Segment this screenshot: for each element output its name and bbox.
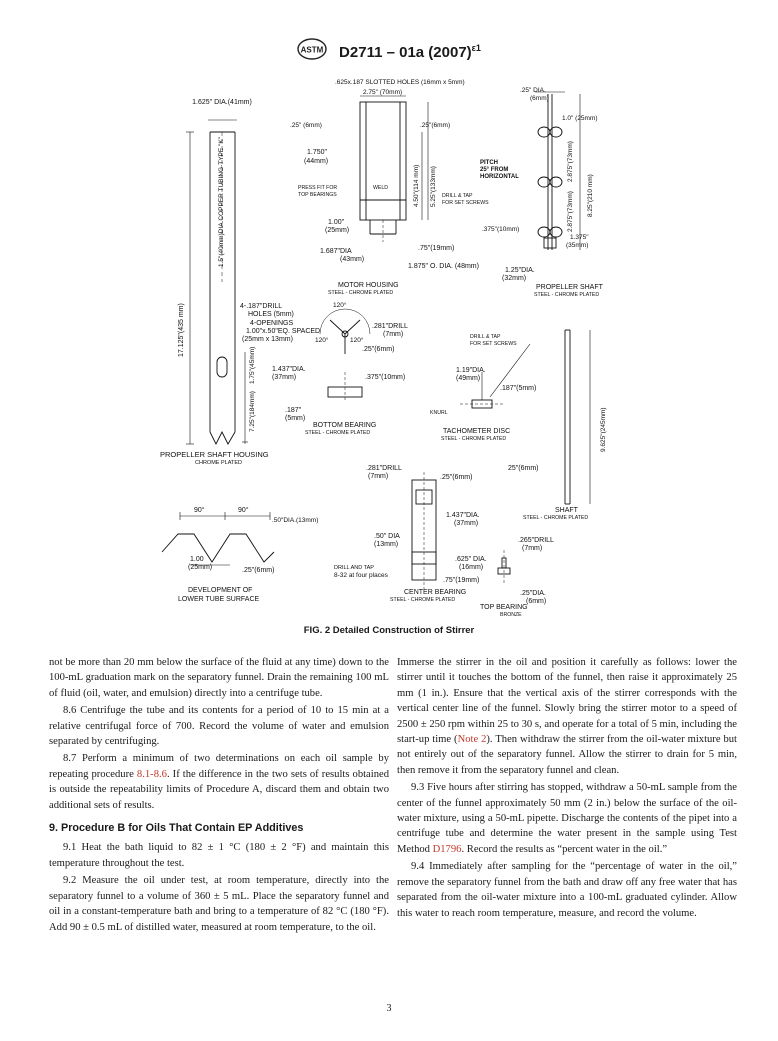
label-bb-25: .25"(6mm) bbox=[362, 346, 395, 353]
paragraph-9-1: 9.1 Heat the bath liquid to 82 ± 1 °C (180 ± 2 °F) and maintain this temperature throughout the test. bbox=[49, 842, 389, 869]
subtitle-bottom-bearing: STEEL - CHROME PLATED bbox=[305, 430, 371, 436]
paragraph: not be more than 20 mm below the surface of the fluid at any time) down to the 100-mL graduation mark on the separatory funnel. Drain the remaining 100 mL of fluid (oil, water, and emulsion) directly into a centrifuge tube. bbox=[49, 657, 389, 699]
right-column bbox=[397, 655, 737, 923]
label-bb-187: .187" bbox=[285, 407, 302, 414]
label-cb-50-mm: (13mm) bbox=[374, 541, 399, 548]
label-1687-mm: (43mm) bbox=[340, 256, 365, 263]
label-1687: 1.687"DIA bbox=[320, 248, 352, 255]
label-td-knurl: KNURL bbox=[430, 410, 448, 416]
subtitle-center-bearing: STEEL - CHROME PLATED bbox=[390, 597, 456, 603]
figure-caption: FIG. 2 Detailed Construction of Stirrer bbox=[303, 625, 475, 636]
label-dv-90b: 90° bbox=[238, 507, 249, 514]
title-shaft: SHAFT bbox=[555, 507, 578, 514]
label-tb-25: .25"DIA. bbox=[520, 590, 546, 597]
note-link[interactable]: Note 2 bbox=[457, 734, 487, 746]
label-ps-375: .375"(10mm) bbox=[482, 226, 520, 233]
title-development: DEVELOPMENT OF bbox=[188, 587, 253, 594]
propeller-shaft-housing bbox=[186, 120, 248, 444]
label-275: 2.75" (70mm) bbox=[363, 89, 403, 96]
title-top-bearing: TOP BEARING bbox=[480, 604, 528, 611]
label-tubing: 1.5"(40mm)DIA.COPPER TUBING-TYPE "K" bbox=[218, 137, 225, 267]
label-tb-265: .265"DRILL bbox=[518, 537, 554, 544]
label-bb-281-mm: (7mm) bbox=[383, 331, 404, 338]
page-header bbox=[0, 38, 778, 65]
label-120a: 120° bbox=[333, 302, 347, 309]
label-bb-281: .281"DRILL bbox=[372, 323, 408, 330]
label-drill-holes-mm: HOLES (5mm) bbox=[248, 311, 294, 318]
section-heading-9: 9. Procedure B for Oils That Contain EP Additives bbox=[49, 822, 304, 835]
label-overall-length: 17.125"(435 mm) bbox=[178, 303, 185, 357]
label-tb-625: .625" DIA. bbox=[455, 556, 487, 563]
label-weld: WELD bbox=[373, 185, 388, 191]
label-ps-dia: .25" DIA. bbox=[520, 87, 546, 94]
subtitle-housing: CHROME PLATED bbox=[195, 460, 242, 466]
top-bearing-drawing bbox=[498, 550, 510, 584]
page-number: 3 bbox=[386, 1003, 392, 1014]
subtitle-motor-housing: STEEL - CHROME PLATED bbox=[328, 290, 394, 296]
label-cb-281: .281"DRILL bbox=[366, 465, 402, 472]
label-dv-100-mm: (25mm) bbox=[188, 564, 213, 571]
label-openings: 4-OPENINGS bbox=[250, 320, 294, 327]
title-propeller-shaft: PROPELLER SHAFT bbox=[536, 284, 603, 291]
paragraph-8-6: 8.6 Centrifuge the tube and its contents for a period of 10 to 15 min at a relative centrifugal force of 700. Record the volume of water and emulsion separated by centrifuging. bbox=[49, 705, 389, 748]
label-td-187: .187"(5mm) bbox=[500, 385, 537, 392]
label-ps-dia-mm: (6mm) bbox=[530, 95, 549, 102]
label-dv-25: .25"(6mm) bbox=[242, 567, 275, 574]
label-bb-1437: 1.437"DIA. bbox=[272, 366, 306, 373]
label-25a: .25" (6mm) bbox=[290, 122, 322, 129]
stirrer-drawing bbox=[150, 72, 630, 620]
test-method-link[interactable]: D1796 bbox=[432, 843, 462, 855]
label-ps-2875b: 2.875"(73mm) bbox=[567, 191, 574, 232]
label-cb-drill: DRILL AND TAP bbox=[334, 565, 374, 571]
label-len-725: 7.25"(184mm) bbox=[249, 391, 256, 432]
label-cb-832: 8-32 at four places bbox=[334, 572, 388, 579]
label-25b: .25"(6mm) bbox=[420, 122, 451, 129]
label-sh-25: 25"(6mm) bbox=[508, 465, 539, 472]
section-link[interactable]: 8.1-8.6 bbox=[136, 768, 167, 780]
label-100: 1.00" bbox=[328, 219, 345, 226]
label-td-119-mm: (49mm) bbox=[456, 375, 481, 382]
label-ps-825: 8.25"(210 mm) bbox=[587, 174, 594, 217]
label-1875: 1.875" O. DIA. (48mm) bbox=[408, 263, 479, 270]
label-ps-125-mm: (32mm) bbox=[502, 275, 527, 282]
title-motor-housing: MOTOR HOUSING bbox=[338, 282, 399, 289]
paragraph-9-2: 9.2 Measure the oil under test, at room temperature, directly into the separatory funnel to a volume of 360 ± 5 mL. Place the separatory funnel and oil in a constant-temperature bath and bring to a temperature of 82 °C (180 °F). Add 90 ± 0.5 mL of distilled water, measured at room temperature, to the oil. bbox=[49, 875, 389, 933]
label-top-bearings: TOP BEARINGS bbox=[298, 192, 337, 198]
label-1750: 1.750" bbox=[307, 149, 328, 156]
label-ps-2875a: 2.875"(73mm) bbox=[567, 141, 574, 182]
bottom-bearing-drawing bbox=[320, 309, 370, 402]
development-drawing bbox=[162, 512, 274, 565]
label-1750-mm: (44mm) bbox=[304, 158, 329, 165]
label-len-175: 1.75"(45mm) bbox=[249, 346, 256, 384]
label-set-screws: FOR SET SCREWS bbox=[442, 200, 489, 206]
label-td-set: FOR SET SCREWS bbox=[470, 341, 517, 347]
label-cb-1437-mm: (37mm) bbox=[454, 520, 479, 527]
label-ps-1375: 1.375" bbox=[570, 234, 589, 241]
label-tb-25-mm: (6mm) bbox=[526, 598, 547, 605]
label-cb-281-mm: (7mm) bbox=[368, 473, 389, 480]
label-td-119: 1.19"DIA. bbox=[456, 367, 486, 374]
paragraph-8-7: 8.7 Perform a minimum of two determinations on each oil sample by repeating procedure 8.1-8.6. If the difference in the two sets of results obtained is outside the repeatability limits of Procedure A, discard them and obtain two additional sets of results. bbox=[49, 753, 390, 811]
label-td-drill: DRILL & TAP bbox=[470, 334, 501, 340]
left-column bbox=[49, 655, 389, 937]
svg-text:ASTM: ASTM bbox=[300, 45, 324, 55]
label-bb-1437-mm: (37mm) bbox=[272, 374, 297, 381]
label-cb-1437: 1.437"DIA. bbox=[446, 512, 480, 519]
title-bottom-bearing: BOTTOM BEARING bbox=[313, 422, 377, 429]
label-dv-100: 1.00 bbox=[190, 556, 204, 563]
center-bearing-drawing bbox=[412, 472, 436, 592]
label-drill-holes: 4-.187"DRILL bbox=[240, 303, 283, 310]
label-100-mm: (25mm) bbox=[325, 227, 350, 234]
label-dv-90a: 90° bbox=[194, 507, 205, 514]
label-openings-size: 1.00"x.50"EQ. SPACED bbox=[246, 328, 321, 335]
label-ps-125: 1.25"DIA. bbox=[505, 267, 535, 274]
label-pitch: PITCH bbox=[480, 160, 498, 166]
paragraph-9-4: 9.4 Immediately after sampling for the “percentage of water in the oil,” remove the separatory funnel from the bath and draw off any free water that has separated from the oil-water mixture into a 100-mL graduated cylinder. Allow this water to reach room temperature, measure, and record the volume. bbox=[397, 861, 737, 919]
shaft-drawing bbox=[565, 330, 590, 504]
label-tb-625-mm: (16mm) bbox=[459, 564, 484, 571]
astm-logo bbox=[297, 38, 327, 65]
label-dv-50: .50"DIA.(13mm) bbox=[272, 517, 319, 524]
title-housing: PROPELLER SHAFT HOUSING bbox=[160, 450, 269, 459]
label-openings-mm: (25mm x 13mm) bbox=[242, 336, 293, 343]
label-bb-187-mm: (5mm) bbox=[285, 415, 306, 422]
label-cb-75: .75"(19mm) bbox=[443, 577, 480, 584]
title-center-bearing: CENTER BEARING bbox=[404, 589, 467, 596]
paragraph-immerse: Immerse the stirrer in the oil and position it carefully as follows: lower the stirrer until it touches the bottom of the funnel, then raise it approximately 25 mm (1 in.). Ensure that the vertical axis of the stirrer corresponds with the vertical center line of the funnel. Slowly bring the stirrer motor to a speed of 2500 ± 250 rpm within 25 to 30 s, and operate for a total of 5 min, including the start-up time (Note 2). Then withdraw the stirrer from the oil-water mixture but not entirely out of the separatory funnel. Allow the stirrer to drain for 5 min, then remove it from the separatory funnel and clean. bbox=[397, 657, 737, 776]
subtitle-tachometer-disc: STEEL - CHROME PLATED bbox=[441, 436, 507, 442]
label-press-fit: PRESS FIT FOR bbox=[298, 185, 338, 191]
title-development-2: LOWER TUBE SURFACE bbox=[178, 596, 260, 603]
standard-designation: D2711 – 01a $(2007)^{\varepsilon 1}$ bbox=[339, 42, 481, 61]
title-tachometer-disc: TACHOMETER DISC bbox=[443, 428, 511, 435]
label-housing-dia: 1.625" DIA.(41mm) bbox=[192, 99, 252, 106]
label-bb-375: .375"(10mm) bbox=[365, 374, 406, 381]
label-pitch-2: 25° FROM bbox=[480, 167, 509, 173]
subtitle-shaft: STEEL - CHROME PLATED bbox=[523, 515, 589, 521]
label-120c: 120° bbox=[350, 337, 364, 344]
label-75: .75"(19mm) bbox=[418, 245, 455, 252]
label-ps-10: 1.0" (25mm) bbox=[562, 115, 598, 122]
label-tb-265-mm: (7mm) bbox=[522, 545, 543, 552]
label-slotted-holes: .625x.187 SLOTTED HOLES (16mm x 5mm) bbox=[335, 79, 465, 86]
subtitle-propeller-shaft: STEEL - CHROME PLATED bbox=[534, 292, 600, 298]
label-525: 5.25"(133mm) bbox=[430, 166, 437, 207]
paragraph-9-3: 9.3 Five hours after stirring has stopped, withdraw a 50-mL sample from the center of the funnel approximately 50 mm (2 in.) below the surface of the oil-water mixture, using a 50-mL pipette. Discharge the contents of the pipet into a centrifuge tube and determine the water present in the sample using Test Method D1796. Record the results as “percent water in the oil.” bbox=[397, 782, 737, 855]
subtitle-top-bearing: BRONZE bbox=[500, 612, 522, 618]
label-cb-50: .50" DIA bbox=[374, 533, 400, 540]
label-pitch-3: HORIZONTAL bbox=[480, 174, 519, 180]
label-450: 4.50"(114 mm) bbox=[413, 164, 420, 207]
label-cb-25: .25"(6mm) bbox=[440, 474, 473, 481]
label-sh-9625: 9.625"(245mm) bbox=[600, 407, 607, 452]
label-drill-tap: DRILL & TAP bbox=[442, 193, 473, 199]
label-120b: 120° bbox=[315, 337, 329, 344]
label-ps-1375-mm: (35mm) bbox=[566, 242, 589, 249]
